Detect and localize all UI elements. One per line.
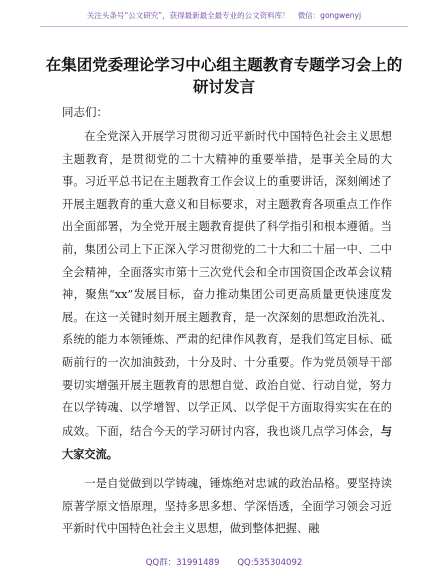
header-wechat-text: 微信：gongwenyj [297,11,362,20]
paragraph-1-text: 在全党深入开展学习贯彻习近平新时代中国特色社会主义思想主题教育，是贯彻党的二十大精神的重要举措，是事关全局的大事。习近平总书记在主题教育工作会议上的重要讲话，深刻阐述了开展主题教育的重大意义和目标要求，对主题教育各项重点工作作出全面部署，为全党开展主题教育提供了科学指引和根本遵循。当前，集团公司上下正深入学习贯彻党的二十大和二十届一中、二中全会精神，全面落实市第十三次党代会和全市国资国企改革会议精神，聚焦“xx”发展目标，奋力推动集团公司更高质量更快速度发展。在这一关键时刻开展主题教育，是一次深刻的思想政治洗礼、系统的能力本领锤炼、严肃的纪律作风教育，是我们笃定目标、砥砺前行的一次加油鼓劲，十分及时、十分重要。作为党员领导干部要切实增强开展主题教育的思想自觉、政治自觉、行动自觉，努力在以学铸魂、以学增智、以学正风、以学促干方面取得实实在在的成效。下面，结合今天的学习研讨内容，我也谈几点学习体会， [62,130,392,438]
document-greeting: 同志们： [62,105,108,119]
document-title: 在集团党委理论学习中心组主题教育专题学习会上的研讨发言 [45,56,403,96]
body-paragraph-1 [62,126,392,467]
footer-qq-group: QQ群：31991489 [145,558,220,568]
paragraph-1-bold-tail: 与大家交流。 [62,423,392,462]
header-divider [40,26,408,27]
header-promo-text: 关注头条号“公文研究”，获得最新最全最专业的公文资料库！ [86,11,290,20]
header-banner [0,10,448,21]
body-paragraph-2: 一是自觉做到以学铸魂，锤炼绝对忠诚的政治品格。要坚持读原著学原文悟原理，坚持多思多想、学深悟透，全面学习领会习近平新时代中国特色社会主义思想，做到整体把握、融 [62,476,392,536]
footer-qq-number: QQ:535304092 [237,558,303,568]
document-body [62,126,392,541]
footer-banner [0,556,448,568]
